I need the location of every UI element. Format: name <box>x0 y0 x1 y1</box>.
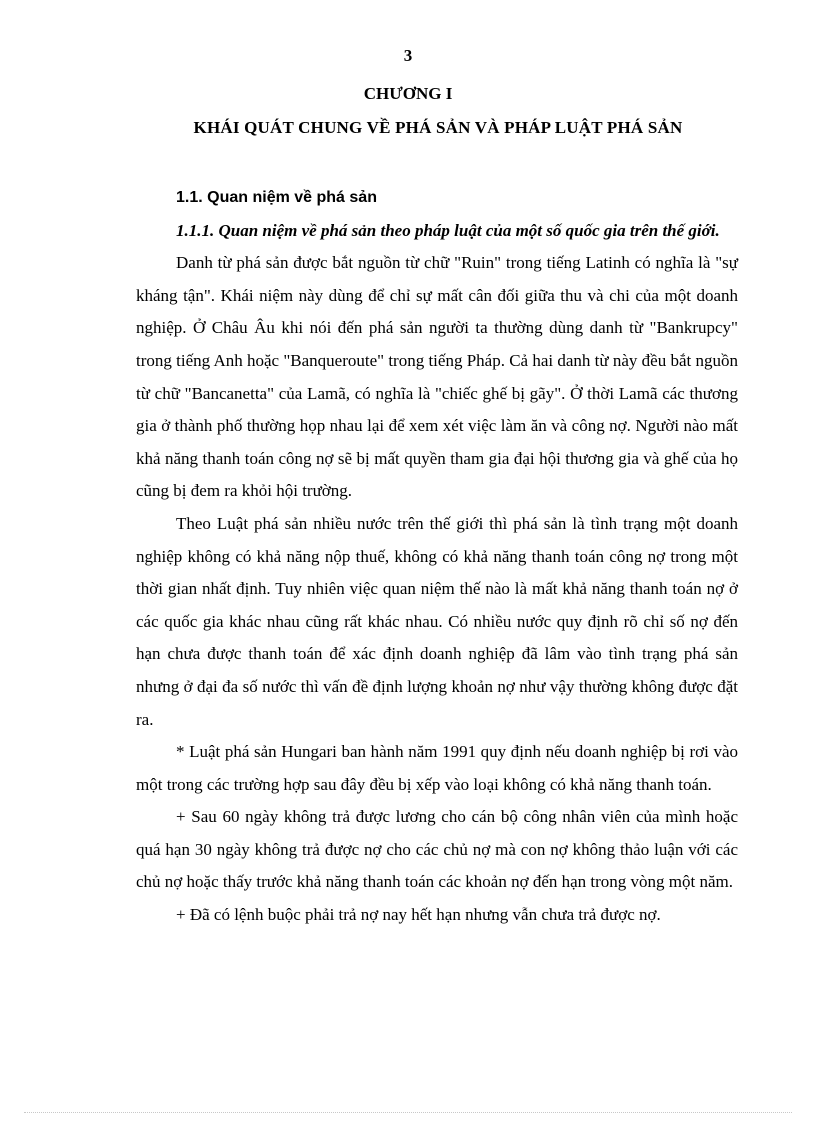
page-number: 3 <box>403 46 413 65</box>
paragraph: Theo Luật phá sản nhiều nước trên thế giới thì phá sản là tình trạng một doanh nghiệp không có khả năng nộp thuế, không có khả năng thanh toán công nợ trong một thời gian nhất định. Tuy nhiên việc quan niệm thế nào là mất khả năng thanh toán nợ ở các quốc gia khác nhau cũng rất khác nhau. Có nhiều nước quy định rõ chỉ số nợ đến hạn chưa được thanh toán để xác định doanh nghiệp đã lâm vào tình trạng phá sản nhưng ở đại đa số nước thì vấn đề định lượng khoản nợ như vậy thường không được đặt ra. <box>136 513 738 729</box>
page-bottom-rule <box>24 1112 792 1113</box>
paragraph: * Luật phá sản Hungari ban hành năm 1991 quy định nếu doanh nghiệp bị rơi vào một trong các trường hợp sau đây đều bị xếp vào loại không có khả năng thanh toán. <box>136 742 738 794</box>
chapter-title: CHƯƠNG I <box>363 84 453 103</box>
paragraph: + Đã có lệnh buộc phải trả nợ nay hết hạn nhưng vẫn chưa trả được nợ. <box>176 905 661 925</box>
paragraph: + Sau 60 ngày không trả được lương cho cán bộ công nhân viên của mình hoặc quá hạn 30 ngày không trả được nợ cho các chủ nợ mà con nợ không thảo luận với các chủ nợ hoặc thấy trước khả năng thanh toán các khoản nợ đến hạn trong vòng một năm. <box>136 807 738 892</box>
paragraph: Danh từ phá sản được bắt nguồn từ chữ "Ruin" trong tiếng Latinh có nghĩa là "sự kháng tận". Khái niệm này dùng để chỉ sự mất cân đối giữa thu và chi của một doanh nghiệp. Ở Châu Âu khi nói đến phá sản người ta thường dùng danh từ "Bankrupcy" trong tiếng Anh hoặc "Banqueroute" trong tiếng Pháp. Cả hai danh từ này đều bắt nguồn từ chữ "Bancanetta" của Lamã, có nghĩa là "chiếc ghế bị gãy". Ở thời Lamã các thương gia ở thành phố thường họp nhau lại để xem xét việc làm ăn và công nợ. Người nào mất khả năng thanh toán công nợ sẽ bị mất quyền tham gia đại hội thương gia và ghế của họ cũng bị đem ra khỏi hội trường. <box>136 253 738 501</box>
document-body <box>136 182 738 932</box>
section-heading: 1.1. Quan niệm về phá sản <box>176 189 377 206</box>
chapter-subtitle: KHÁI QUÁT CHUNG VỀ PHÁ SẢN VÀ PHÁP LUẬT PHÁ SẢN <box>193 118 683 137</box>
subsection-heading: 1.1.1. Quan niệm về phá sản theo pháp luật của một số quốc gia trên thế giới. <box>176 220 720 240</box>
